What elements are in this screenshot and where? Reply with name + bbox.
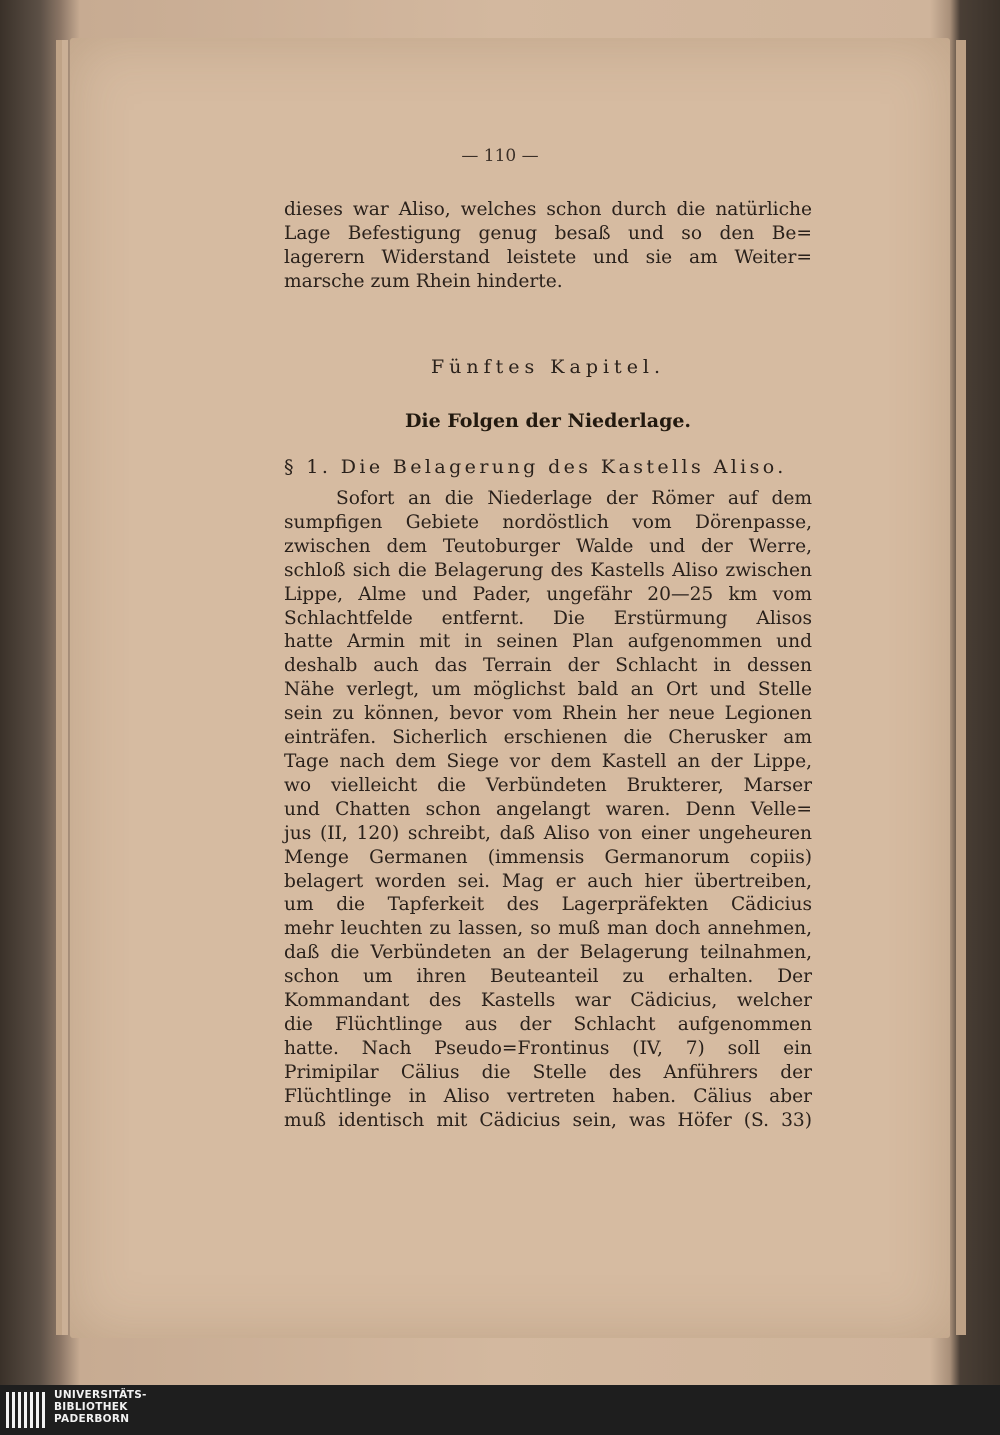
page-edge-right <box>956 40 966 1335</box>
body-line: Sofort an die Niederlage der Römer auf dem <box>336 488 812 509</box>
body-line: schloß sich die Belagerung des Kastells Aliso zwischen <box>284 559 812 581</box>
intro-line: Lage Befestigung genug besaß und so den Be= <box>284 222 812 244</box>
body-line: mehr leuchten zu lassen, so muß man doch annehmen, <box>284 918 812 940</box>
body-line: jus (II, 120) schreibt, daß Aliso von einer ungeheuren <box>284 822 812 844</box>
body-line: deshalb auch das Terrain der Schlacht in dessen <box>284 655 812 677</box>
body-line: einträfen. Sicherlich erschienen die Cherusker am <box>284 727 812 749</box>
body-line: Primipilar Cälius die Stelle des Anführers der <box>284 1061 812 1083</box>
body-line: Nähe verlegt, um möglichst bald an Ort und Stelle <box>284 679 812 701</box>
intro-line: lagerern Widerstand leistete und sie am Weiter= <box>284 246 812 268</box>
body-line: Lippe, Alme und Pader, ungefähr 20—25 km vom <box>284 583 812 605</box>
intro-paragraph <box>284 198 812 294</box>
chapter-heading: Fünftes Kapitel. <box>430 356 666 378</box>
body-line: die Flüchtlinge aus der Schlacht aufgenommen <box>284 1013 812 1035</box>
body-line: sein zu können, bevor vom Rhein her neue Legionen <box>284 703 812 725</box>
page-edge-left-inner <box>62 40 68 1335</box>
body-line: hatte Armin mit in seinen Plan aufgenommen und <box>284 631 812 653</box>
body-line: belagert worden sei. Mag er auch hier übertreiben, <box>284 870 812 892</box>
section-heading: § 1. Die Belagerung des Kastells Aliso. <box>284 456 787 478</box>
library-name-line: UNIVERSITÄTS- <box>54 1389 147 1401</box>
library-footer <box>0 1385 1000 1435</box>
library-name-line: PADERBORN <box>54 1413 130 1425</box>
body-line: hatte. Nach Pseudo=Frontinus (IV, 7) soll ein <box>284 1037 812 1059</box>
body-line: muß identisch mit Cädicius sein, was Höfer (S. 33) <box>284 1109 812 1131</box>
body-paragraph <box>284 487 812 1132</box>
page-number: — 110 — <box>461 146 539 166</box>
body-line: sumpfigen Gebiete nordöstlich vom Dörenpasse, <box>284 511 812 533</box>
body-line: Flüchtlinge in Aliso vertreten haben. Cälius aber <box>284 1085 812 1107</box>
body-line: schon um ihren Beuteanteil zu erhalten. Der <box>284 966 812 988</box>
library-logo-icon <box>4 1390 48 1430</box>
body-line: Kommandant des Kastells war Cädicius, welcher <box>284 990 812 1012</box>
chapter-title: Die Folgen der Niederlage. <box>404 410 692 432</box>
body-line: wo vielleicht die Verbündeten Brukterer, Marser <box>284 774 812 796</box>
body-line: um die Tapferkeit des Lagerpräfekten Cädicius <box>284 894 812 916</box>
intro-line: dieses war Aliso, welches schon durch die natürliche <box>284 199 812 220</box>
library-name <box>54 1389 147 1425</box>
body-line: Menge Germanen (immensis Germanorum copiis) <box>284 846 812 868</box>
body-line: und Chatten schon angelangt waren. Denn Velle= <box>284 798 812 820</box>
body-line: daß die Verbündeten an der Belagerung teilnahmen, <box>284 942 812 964</box>
body-line: Schlachtfelde entfernt. Die Erstürmung Alisos <box>284 607 812 629</box>
body-line: zwischen dem Teutoburger Walde und der Werre, <box>284 535 812 557</box>
intro-line: marsche zum Rhein hinderte. <box>284 270 563 292</box>
library-name-line: BIBLIOTHEK <box>54 1401 128 1413</box>
body-line: Tage nach dem Siege vor dem Kastell an der Lippe, <box>284 750 812 772</box>
